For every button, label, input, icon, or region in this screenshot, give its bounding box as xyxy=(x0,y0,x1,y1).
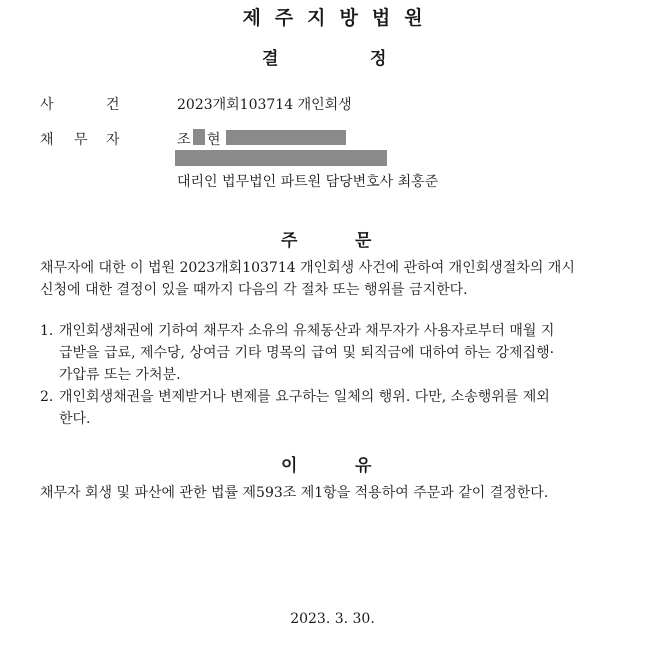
debtor-name-last: 현 xyxy=(207,132,221,148)
order-heading-right: 문 xyxy=(355,231,372,251)
order-item-1-number: 1. xyxy=(40,323,54,339)
address-redaction xyxy=(175,150,387,166)
order-item-2-line-2: 한다. xyxy=(59,411,91,427)
id-redaction xyxy=(226,130,346,145)
name-redaction xyxy=(193,129,205,145)
debtor-agent: 대리인 법무법인 파트원 담당변호사 최홍준 xyxy=(177,174,439,190)
decision-date: 2023. 3. 30. xyxy=(290,611,375,627)
order-item-2-number: 2. xyxy=(40,389,54,405)
reason-heading-right: 유 xyxy=(355,456,372,476)
doc-title-left: 결 xyxy=(262,49,279,69)
order-item-2-line-1: 개인회생채권을 변제받거나 변제를 요구하는 일체의 행위. 다만, 소송행위를 제외 xyxy=(59,389,550,405)
debtor-label-1: 채 xyxy=(40,132,54,148)
reason-heading-left: 이 xyxy=(281,456,298,476)
case-label-1: 사 xyxy=(40,97,54,113)
order-heading-left: 주 xyxy=(281,231,298,251)
debtor-name-first: 조 xyxy=(177,132,191,148)
doc-title-right: 정 xyxy=(370,49,387,69)
case-label-2: 건 xyxy=(106,97,120,113)
order-item-1-line-2: 급받을 급료, 제수당, 상여금 기타 명목의 급여 및 퇴직금에 대하여 하는 강제집행· xyxy=(59,345,555,361)
order-item-1-line-1: 개인회생채권에 기하여 채무자 소유의 유체동산과 채무자가 사용자로부터 매월 지 xyxy=(59,323,555,339)
case-value: 2023개회103714 개인회생 xyxy=(177,97,352,113)
debtor-label-3: 자 xyxy=(106,132,120,148)
debtor-label-2: 무 xyxy=(74,132,88,148)
order-intro-line-2: 신청에 대한 결정이 있을 때까지 다음의 각 절차 또는 행위를 금지한다. xyxy=(40,282,468,298)
court-name: 제주지방법원 xyxy=(242,7,437,29)
order-item-1-line-3: 가압류 또는 가처분. xyxy=(59,367,181,383)
order-intro-line-1: 채무자에 대한 이 법원 2023개회103714 개인회생 사건에 관하여 개인회생절차의 개시 xyxy=(40,260,575,276)
reason-text: 채무자 회생 및 파산에 관한 법률 제593조 제1항을 적용하여 주문과 같이 결정한다. xyxy=(40,485,549,501)
